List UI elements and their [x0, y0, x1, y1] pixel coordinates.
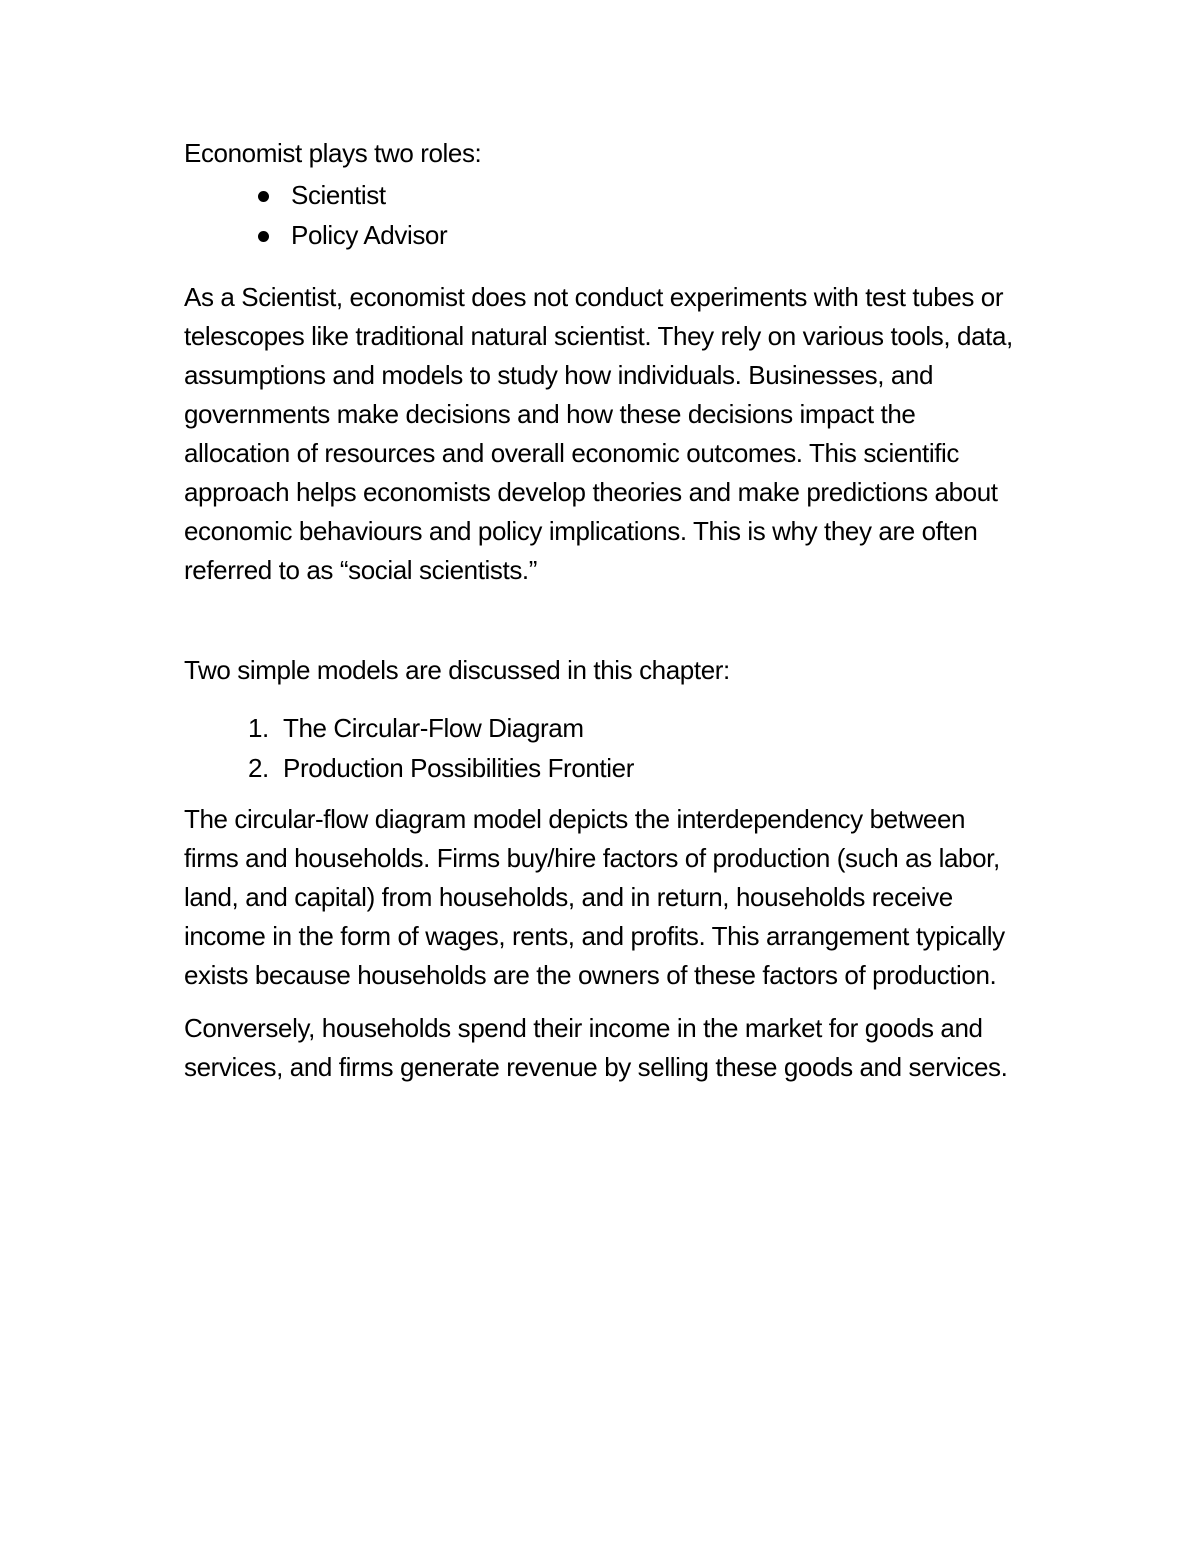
bullet-icon [258, 231, 269, 242]
document-page [184, 134, 1024, 1087]
list-item-scientist [184, 175, 1024, 215]
role-label: Policy Advisor [291, 220, 448, 250]
roles-intro: Economist plays two roles: [184, 138, 482, 168]
model-label: Production Possibilities Frontier [283, 753, 634, 783]
bullet-icon [258, 191, 269, 202]
model-label: The Circular-Flow Diagram [283, 713, 584, 743]
list-number: 2. [248, 753, 269, 783]
role-label: Scientist [291, 180, 386, 210]
list-item-policy-advisor [184, 215, 1024, 255]
scientist-paragraph: As a Scientist, economist does not conduct experiments with test tubes or telescopes like traditional natural scientist. They rely on various tools, data, assumptions and models to study how individuals. Businesses, and governments make decisions and how these decisions impact the allocation of resources and overall economic outcomes. This scientific approach helps economists develop theories and make predictions about economic behaviours and policy implications. This is why they are often referred to as “social scientists.” [184, 282, 1013, 585]
models-intro: Two simple models are discussed in this chapter: [184, 655, 730, 685]
list-item-circular-flow [184, 708, 1024, 748]
list-item-ppf [184, 748, 1024, 788]
list-number: 1. [248, 713, 269, 743]
conversely-paragraph: Conversely, households spend their income in the market for goods and services, and firms generate revenue by selling these goods and services. [184, 1013, 1008, 1082]
circular-flow-paragraph: The circular-flow diagram model depicts the interdependency between firms and households. Firms buy/hire factors of production (such as labor, land, and capital) from households, and in return, households receive income in the form of wages, rents, and profits. This arrangement typically exists because households are the owners of these factors of production. [184, 804, 1005, 990]
models-list [184, 708, 1024, 788]
roles-list [184, 175, 1024, 255]
